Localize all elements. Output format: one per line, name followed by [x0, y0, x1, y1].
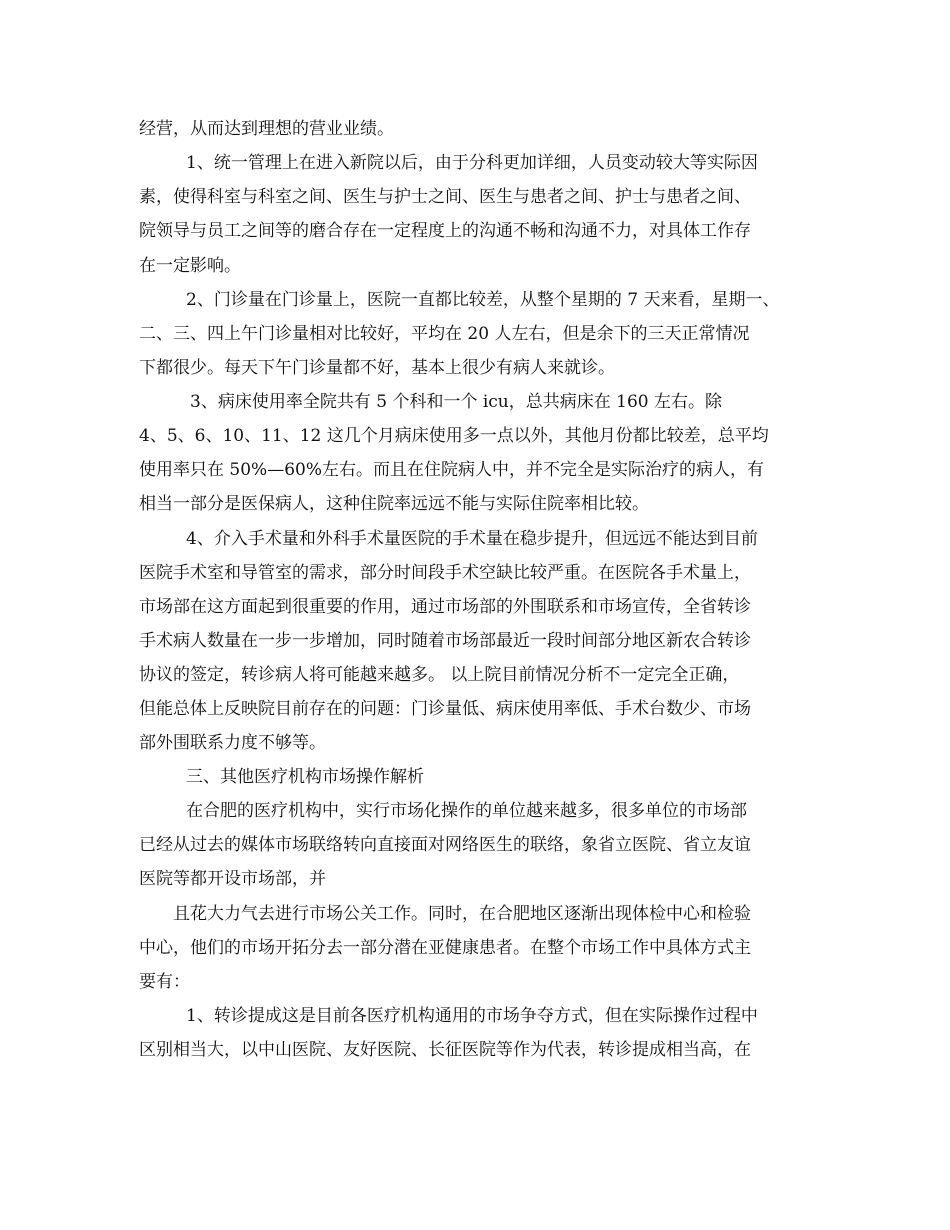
text-line: 手术病人数量在一步一步增加，同时随着市场部最近一段时间部分地区新农合转诊 [139, 631, 751, 651]
text-line: 相当一部分是医保病人，这种住院率远远不能与实际住院率相比较。 [139, 494, 649, 514]
text-line: 区别相当大，以中山医院、友好医院、长征医院等作为代表，转诊提成相当高，在 [139, 1040, 751, 1060]
text-line: 在一定影响。 [139, 256, 241, 276]
text-line: 4、5、6、10、11、12 这几个月病床使用多一点以外，其他月份都比较差，总平均 [139, 426, 769, 446]
text-line: 要有： [139, 972, 190, 992]
text-line: 2、门诊量在门诊量上，医院一直都比较差，从整个星期的 7 天来看，星期一、 [186, 290, 780, 310]
text-line: 院领导与员工之间等的磨合存在一定程度上的沟通不畅和沟通不力，对具体工作存 [139, 221, 751, 241]
text-line: 使用率只在 50%—60%左右。而且在住院病人中，并不完全是实际治疗的病人，有 [139, 460, 764, 480]
text-line: 1、统一管理上在进入新院以后，由于分科更加详细，人员变动较大等实际因 [186, 153, 758, 173]
text-line: 中心，他们的市场开拓分去一部分潜在亚健康患者。在整个市场工作中具体方式主 [139, 938, 751, 958]
text-line: 3、病床使用率全院共有 5 个科和一个 icu，总共病床在 160 左右。除 [190, 392, 723, 412]
text-line: 经营，从而达到理想的营业业绩。 [139, 119, 394, 139]
text-line: 素，使得科室与科室之间、医生与护士之间、医生与患者之间、护士与患者之间、 [139, 187, 751, 207]
text-line: 且花大力气去进行市场公关工作。同时，在合肥地区逐渐出现体检中心和检验 [173, 904, 751, 924]
text-line: 部外围联系力度不够等。 [139, 733, 326, 753]
text-line: 协议的签定，转诊病人将可能越来越多。 以上院目前情况分析不一定完全正确， [139, 665, 740, 685]
text-line: 医院等都开设市场部，并 [139, 869, 326, 889]
text-line: 1、转诊提成这是目前各医疗机构通用的市场争夺方式，但在实际操作过程中 [186, 1006, 758, 1026]
text-line: 医院手术室和导管室的需求，部分时间段手术空缺比较严重。在医院各手术量上， [139, 563, 751, 583]
section-heading: 三、其他医疗机构市场操作解析 [186, 767, 424, 787]
text-line: 下都很少。每天下午门诊量都不好，基本上很少有病人来就诊。 [139, 358, 615, 378]
text-line: 二、三、四上午门诊量相对比较好，平均在 20 人左右，但是余下的三天正常情况 [139, 324, 750, 344]
text-line: 4、介入手术量和外科手术量医院的手术量在稳步提升，但远远不能达到目前 [186, 529, 758, 549]
text-line: 市场部在这方面起到很重要的作用，通过市场部的外围联系和市场宣传，全省转诊 [139, 597, 751, 617]
text-line: 在合肥的医疗机构中，实行市场化操作的单位越来越多，很多单位的市场部 [186, 801, 747, 821]
text-line: 但能总体上反映院目前存在的问题：门诊量低、病床使用率低、手术台数少、市场 [139, 699, 751, 719]
text-line: 已经从过去的媒体市场联络转向直接面对网络医生的联络，象省立医院、省立友谊 [139, 835, 751, 855]
